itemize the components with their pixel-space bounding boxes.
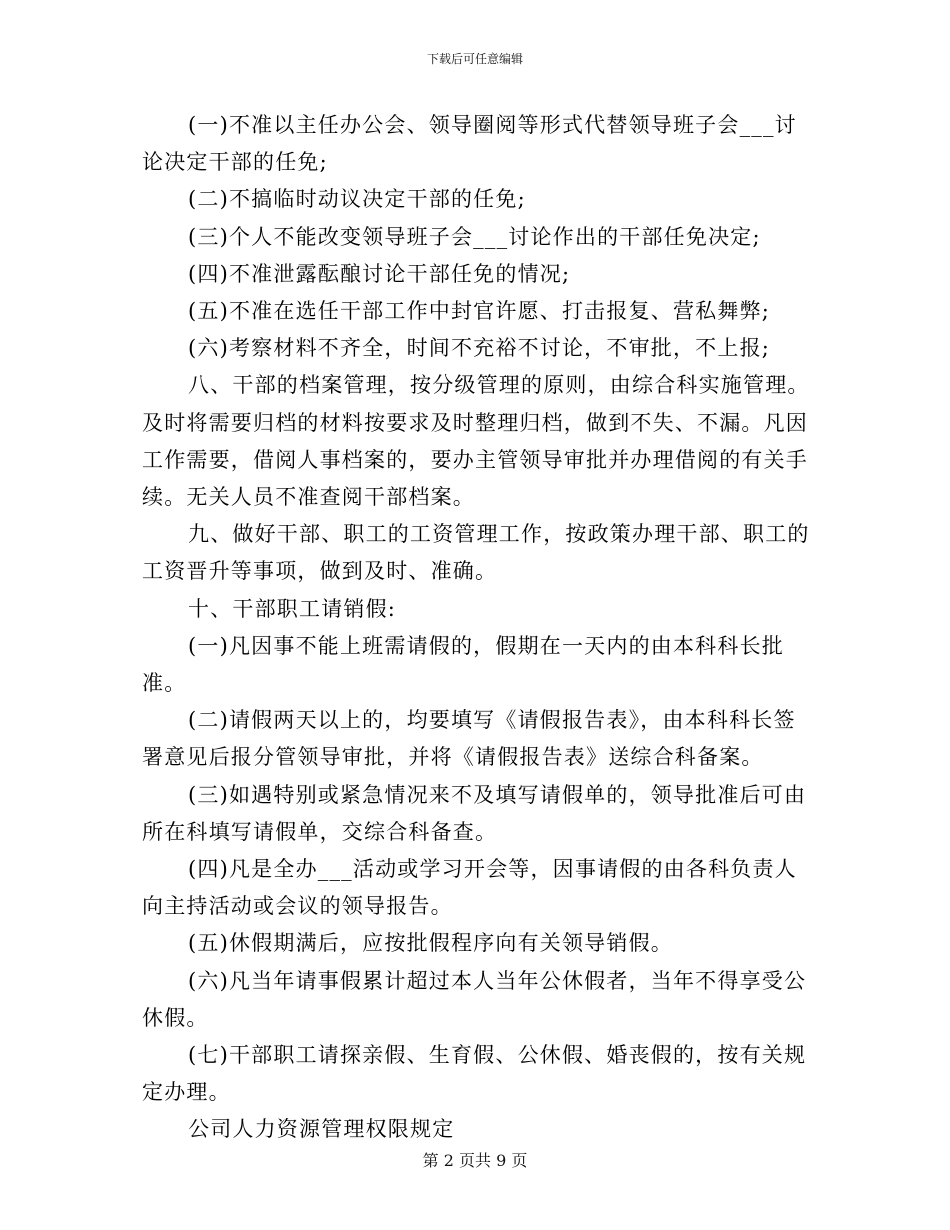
paragraph-3: (三)个人不能改变领导班子会___讨论作出的干部任免决定; — [188, 224, 761, 249]
paragraph-9: 十、干部职工请销假: — [188, 596, 397, 621]
document-body — [142, 107, 814, 1149]
paragraph-10: (一)凡因事不能上班需请假的，假期在一天内的由本科科长批准。 — [142, 633, 784, 696]
paragraph-5: (五)不准在选任干部工作中封官许愿、打击报复、营私舞弊; — [188, 299, 771, 324]
paragraph-12: (三)如遇特别或紧急情况来不及填写请假单的，领导批准后可由所在科填写请假单，交综合科备查。 — [142, 782, 807, 844]
paragraph-4: (四)不准泄露酝酿讨论干部任免的情况; — [188, 261, 571, 286]
paragraph-13: (四)凡是全办___活动或学习开会等，因事请假的由各科负责人向主持活动或会议的领导报告。 — [142, 857, 797, 919]
paragraph-11: (二)请假两天以上的，均要填写《请假报告表》，由本科科长签署意见后报分管领导审批，并将《请假报告表》送综合科备案。 — [142, 708, 796, 770]
page-footer: 第 2 页共 9 页 — [422, 1151, 528, 1170]
paragraph-2: (二)不搞临时动议决定干部的任免; — [188, 187, 526, 212]
page-header: 下载后可任意编辑 — [426, 52, 523, 66]
paragraph-6: (六)考察材料不齐全，时间不充裕不讨论，不审批，不上报; — [188, 336, 771, 361]
paragraph-14: (五)休假期满后，应按批假程序向有关领导销假。 — [188, 931, 673, 956]
paragraph-16: (七)干部职工请探亲假、生育假、公休假、婚丧假的，按有关规定办理。 — [142, 1043, 807, 1105]
paragraph-7: 八、干部的档案管理，按分级管理的原则，由综合科实施管理。及时将需要归档的材料按要求及时整理归档，做到不失、不漏。凡因工作需要，借阅人事档案的，要办主管领导审批并办理借阅的有关手续。无关人员不准查阅干部档案。 — [142, 373, 810, 510]
paragraph-17: 公司人力资源管理权限规定 — [188, 1117, 455, 1142]
paragraph-1: (一)不准以主任办公会、领导圈阅等形式代替领导班子会___讨论决定干部的任免; — [142, 113, 797, 175]
paragraph-15: (六)凡当年请事假累计超过本人当年公休假者，当年不得享受公休假。 — [142, 968, 807, 1030]
paragraph-8: 九、做好干部、职工的工资管理工作，按政策办理干部、职工的工资晋升等事项，做到及时、准确。 — [142, 522, 810, 584]
